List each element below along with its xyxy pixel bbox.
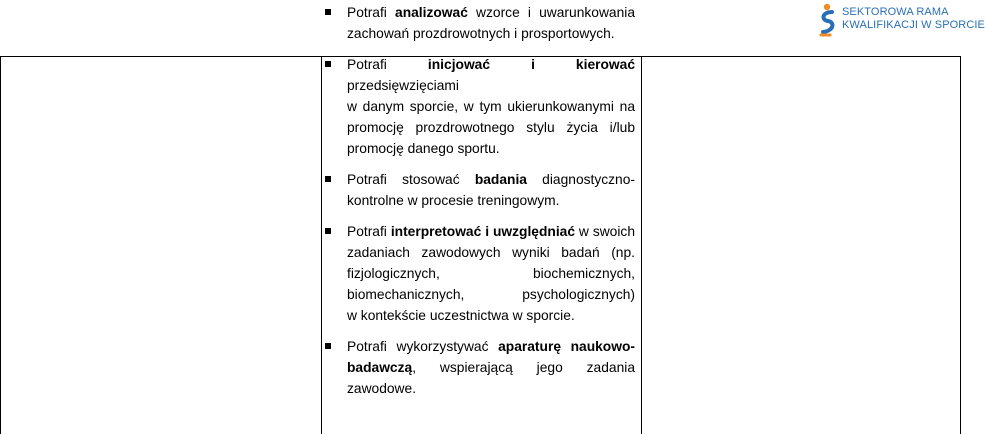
text-fragment: Potrafi wykorzystywać [347, 339, 499, 354]
text-line [347, 284, 635, 305]
srk-logo-icon [818, 2, 840, 38]
text-line [347, 305, 635, 326]
logo-line-1: SEKTOROWA RAMA [842, 6, 949, 18]
text-fragment: Potrafi [347, 5, 396, 20]
srk-logo [818, 2, 985, 42]
text-line [347, 96, 635, 117]
bold-verb: inicjować i kierować [427, 57, 635, 72]
square-bullet-icon [325, 228, 331, 234]
text-fragment: zachowań prozdrowotnych i prosportowych. [347, 26, 615, 41]
bold-verb: badania [474, 172, 527, 187]
text-fragment: zadaniach zawodowych wyniki badań (np. [347, 245, 635, 260]
column-divider [641, 57, 642, 434]
text-line [347, 378, 635, 399]
skills-bullet-list [323, 2, 635, 409]
text-fragment: zawodowe. [347, 381, 417, 396]
square-bullet-icon [325, 9, 331, 15]
text-line [347, 336, 635, 357]
text-line [347, 138, 635, 159]
bold-verb: analizować [395, 5, 468, 20]
text-line [347, 169, 635, 190]
text-line [347, 54, 635, 96]
text-fragment: Potrafi [347, 57, 428, 72]
bold-verb: interpretować i uwzględniać [390, 224, 575, 239]
text-fragment: kontrolne w procesie treningowym. [347, 193, 560, 208]
skill-bullet-item [323, 336, 635, 399]
text-line [347, 23, 635, 44]
text-line [347, 357, 635, 378]
srk-logo-text [842, 6, 985, 32]
text-fragment: fizjologicznych, biochemicznych, [347, 266, 635, 281]
text-line [347, 2, 635, 23]
column-divider [321, 57, 322, 434]
text-fragment: Potrafi [347, 224, 391, 239]
text-line [347, 117, 635, 138]
bold-verb: badawczą [347, 360, 413, 375]
text-line [347, 263, 635, 284]
text-fragment: przedsięwzięciami [347, 78, 459, 93]
text-line [347, 190, 635, 211]
text-fragment: w swoich [575, 224, 635, 239]
logo-line-2: KWALIFIKACJI W SPORCIE [842, 19, 985, 31]
square-bullet-icon [325, 176, 331, 182]
text-line [347, 242, 635, 263]
text-fragment: biomechanicznych, psychologicznych) [347, 287, 635, 302]
bold-verb: aparaturę naukowo- [498, 339, 635, 354]
text-fragment: w danym sporcie, w tym ukierunkowanymi na [347, 99, 635, 114]
text-fragment: , wspierającą jego zadania [412, 360, 635, 375]
square-bullet-icon [325, 343, 331, 349]
skill-bullet-item [323, 54, 635, 159]
skill-bullet-item [323, 2, 635, 44]
skill-bullet-item [323, 169, 635, 211]
text-fragment: wzorce i uwarunkowania [467, 5, 635, 20]
square-bullet-icon [325, 61, 331, 67]
skill-bullet-item [323, 221, 635, 326]
text-line [347, 221, 635, 242]
text-fragment: promocję prozdrowotnego stylu życia i/lub [347, 120, 635, 135]
text-fragment: Potrafi stosować [347, 172, 475, 187]
text-fragment: w kontekście uczestnictwa w sporcie. [347, 308, 575, 323]
text-fragment: diagnostyczno- [526, 172, 635, 187]
text-fragment: promocję danego sportu. [347, 141, 500, 156]
